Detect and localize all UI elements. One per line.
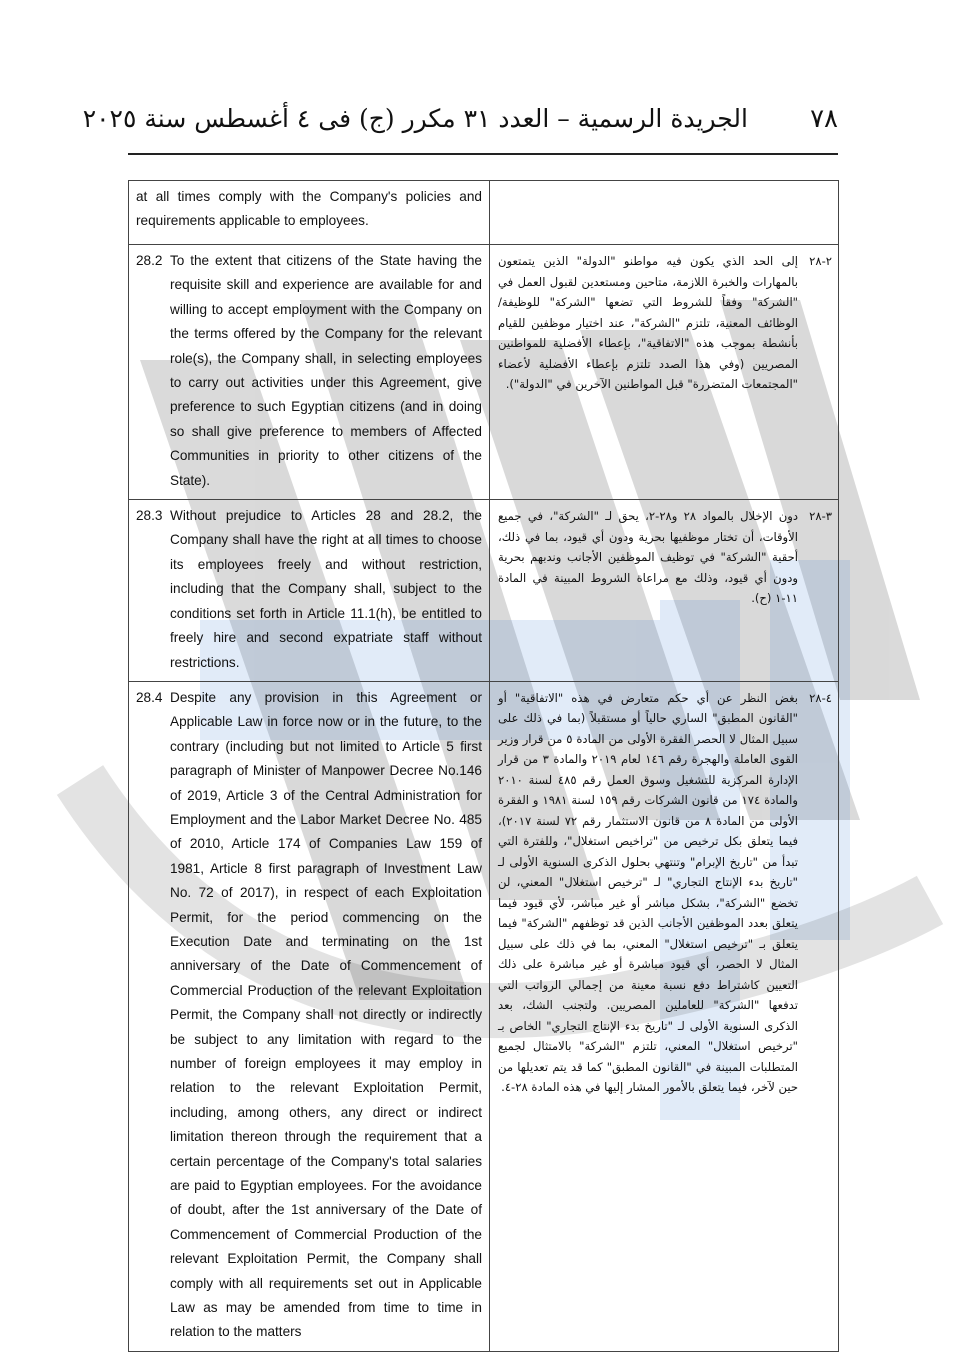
arabic-clause [490, 500, 838, 615]
english-clause [129, 682, 489, 1351]
arabic-clause [490, 245, 838, 401]
arabic-cell [490, 245, 839, 500]
arabic-cell [490, 681, 839, 1351]
clause-number: ٣-٢٨ [809, 509, 832, 524]
english-text: To the extent that citizens of the State having the requisite skill and experience are available for and willing to accept employment with the Company on the terms offered by the Company for the relevant role(s), the Company shall, in selecting employees to carry out activities under this Agreement, give preference to such Egyptian citizens (and in doing so shall give preference to members of Affected Communities in priority to other citizens of the State). [170, 253, 482, 488]
arabic-text: بغض النظر عن أي حكم متعارض في هذه "الاتفاقية" أو "القانون المطبق" الساري حالياً أو مستقبلاً (بما في ذلك على سبيل المثال لا الحصر الفقرة الأولى من المادة ٥ من قرار وزير القوى العاملة والهجرة رقم ١٤٦ لعام ٢٠١٩ والمادة ٣ من قرار الإدارة المركزية للتشغيل وسوق العمل رقم ٤٨٥ لسنة ٢٠١٠ والمادة ١٧٤ من قانون الشركات رقم ١٥٩ لسنة ١٩٨١ و الفقرة الأولى من المادة ٨ من قانون الاستثمار رقم ٧٢ لسنة ٢٠١٧)، فيما يتعلق بكل ترخيص من "تراخيص استغلال"، وللفترة التي تبدأ من "تاريخ الإبرام" وتنتهي بحلول الذكرى السنوية الأولى لـ "تاريخ بدء الإنتاج التجاري" لـ "ترخيص استغلال" المعني، لن تخضع "الشركة"، بشكل مباشر أو غير مباشر، لأي قيود فيما يتعلق بعدد الموظفين الأجانب الذين قد توظفهم "الشركة" فيما يتعلق بـ "ترخيص استغلال" المعني، بما في ذلك على سبيل المثال لا الحصر، أي قيود مباشرة أو غير مباشرة على ذلك التعيين كاشتراط دفع نسبة معينة من إجمالي الرواتب التي تدفعها "الشركة" للعاملين المصريين. ولتجنب الشك، بعد الذكرى السنوية الأولى لـ "تاريخ بدء الإنتاج التجاري" الخاص بـ "ترخيص استغلال" المعني، تلتزم "الشركة" بالامتثال لجميع المتطلبات المبينة في "القانون المطبق" كما قد يتم تعديلها من حين لآخر، فيما يتعلق بالأمور المشار إليها في هذه المادة ٢٨-٤. [498, 690, 799, 1095]
bilingual-table [128, 180, 839, 1352]
arabic-cell [490, 181, 839, 245]
english-clause [129, 245, 489, 499]
english-cell [129, 181, 490, 245]
arabic-text: دون الإخلال بالمواد ٢٨ و٢٨-٢، يحق لـ "الشركة"، في جميع الأوقات، أن تختار موظفيها بحرية ودون أي قيود، بما في ذلك، أحقية "الشركة" في توظيف الموظفين الأجانب وندبهم بحرية ودون أي قيود، وذلك مع مراعاة الشروط المبينة في المادة ١١-١ (ح). [498, 509, 798, 606]
arabic-text: إلى الحد الذي يكون فيه مواطنو "الدولة" الذين يتمتعون بالمهارات والخبرة اللازمة، متاحين ومستعدين لقبول العمل في "الشركة" وفقاً للشروط التي تضعها "الشركة" للوظيفة/الوظائف المعنية، تلتزم "الشركة"، عند اختيار موظفين للقيام بأنشطة بموجب هذه "الاتفاقية"، بإعطاء الأفضلية للمواطنين المصريين (وفي هذا الصدد تلتزم بإعطاء الأفضلية لأعضاء "المجتمعات المتضررة" قبل المواطنين الآخرين في "الدولة"). [498, 254, 798, 391]
english-cell [129, 681, 490, 1351]
english-text: Despite any provision in this Agreement or Applicable Law in force now or in the future, to the contrary (including but not limited to Article 5 first paragraph of Minister of Manpower Decree No.146 of 2019, Article 3 of the Central Administration for Employment and the Labor Market Decree No. 485 of 2010, Article 174 of Companies Law 159 of 1981, Article 8 first paragraph of Investment Law No. 72 of 2017), in respect of each Exploitation Permit, for the period commencing on the Execution Date and terminating on the 1st anniversary of the Date of Commencement of Commercial Production of the relevant Exploitation Permit, the Company shall not directly or indirectly be subject to any limitation with regard to the number of foreign employees it may employ in relation to the relevant Exploitation Permit, including, among others, any direct or indirect limitation thereon through the requirement that a certain percentage of the Company's total salaries are paid to Egyptian employees. For the avoidance of doubt, after the 1st anniversary of the Date of Commencement of Commercial Production of the relevant Exploitation Permit, the Company shall comply with all requirements set out in Applicable Law as may be amended from time to time in relation to the matters [170, 689, 482, 1340]
table-row [129, 245, 839, 500]
english-cell [129, 245, 490, 500]
page-title: الجريدة الرسمية – العدد ٣١ مكرر (ج) فى ٤ أغسطس سنة ٢٠٢٥ [82, 104, 748, 133]
header-rule [128, 153, 838, 155]
page-number: ٧٨ [810, 104, 838, 134]
table-row [129, 181, 839, 245]
clause-number: ٤-٢٨ [809, 690, 832, 705]
clause-number: ٢-٢٨ [809, 254, 832, 268]
english-text: Without prejudice to Articles 28 and 28.2, the Company shall have the right at all times to choose its employees freely and without restriction, including that the Company shall, subject to the conditions set forth in Article 11.1(h), be entitled to freely hire and second expatriate staff without restrictions. [170, 508, 482, 670]
arabic-cell [490, 500, 839, 682]
arabic-text [490, 181, 838, 193]
english-cell [129, 500, 490, 682]
arabic-clause [490, 682, 838, 1104]
table-row [129, 500, 839, 682]
clause-number: 28.4 [136, 689, 163, 705]
english-text: at all times comply with the Company's policies and requirements applicable to employees. [136, 189, 482, 229]
english-clause [129, 500, 489, 681]
clause-number: 28.2 [136, 253, 163, 268]
page-header [82, 104, 838, 144]
table-row [129, 681, 839, 1351]
clause-number: 28.3 [136, 508, 163, 524]
